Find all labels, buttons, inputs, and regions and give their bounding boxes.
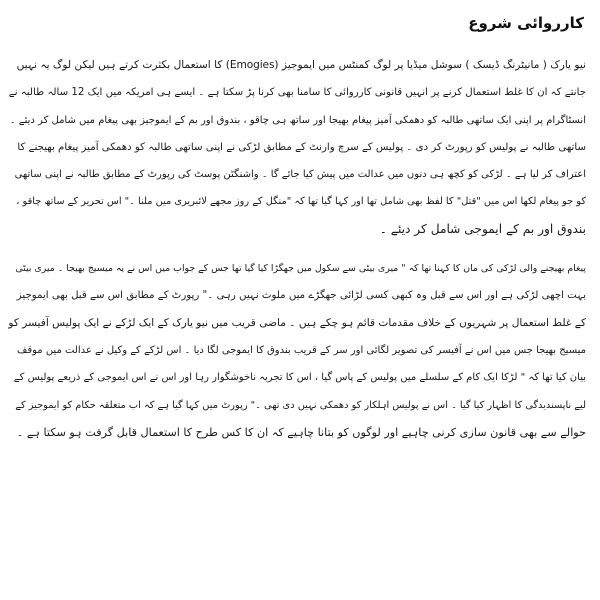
text-line: حوالے سے بھی قانون سازی کرنی چاہیے اور لوگوں کو بتانا چاہیے کہ ان کا کس طرح کا استعمال قابل گرفت ہو سکتا ہے ۔ [16, 425, 586, 439]
text-line: کو جو پیغام لکھا اس میں "قتل" کا لفظ بھی شامل تھا اور کہا گیا تھا کہ "منگل کے روز مجھے لائبریری میں ملنا ۔" اس تحریر کے ساتھ چاقو ، [16, 196, 586, 208]
text-line: انسٹاگرام پر اپنی ایک ساتھی طالبہ کو دھمکی آمیز پیغام بھیجا اور ساتھ ہی چاقو ، بندوق اور بم کے ایموجیز بھی پیغام میں شامل کر دیئے ۔ [9, 114, 586, 126]
paragraph-2 [8, 255, 586, 446]
section-heading: کارروائی شروع [468, 14, 584, 32]
text-line: جانتے کہ ان کا غلط استعمال کرنے پر انہیں قانونی کارروائی کا سامنا بھی کرنا پڑ سکتا ہے ۔ ایسے ہی امریکہ میں ایک 12 سالہ طالبہ نے [8, 87, 586, 99]
text-line: اعتراف کر لیا ہے ۔ لڑکی کو کچھ ہی دنوں میں عدالت میں پیش کیا جائے گا ۔ واشنگٹن پوسٹ کی رپورٹ کے مطابق طالبہ نے اپنی ساتھی [14, 169, 586, 181]
text-line: ساتھی طالبہ نے پولیس کو رپورٹ کر دی ۔ پولیس کے سرچ وارنٹ کے مطابق لڑکی نے اپنی ساتھی طالبہ کو دھمکی آمیز پیغام بھیجنے کا [17, 141, 586, 153]
text-line: نیو یارک ( مانیٹرنگ ڈیسک ) سوشل میڈیا پر لوگ کمنٹس میں ایموجیز (Emogies) کا استعمال بکثرت کرتے ہیں لیکن لوگ یہ نہیں [16, 59, 586, 71]
text-line: بندوق اور بم کے ایموجی شامل کر دیئے ۔ [379, 221, 586, 236]
text-line: میسیج بھیجا جس میں اس نے آفیسر کی تصویر لگائی اور سر کے قریب بندوق کا ایموجی لگا دیا ۔ اس لڑکے کے وکیل نے عدالت میں موقف [16, 344, 586, 356]
text-line: لیے ناپسندیدگی کا اظہار کیا گیا ۔ اس نے پولیس اہلکار کو دھمکی نہیں دی تھی ۔" رپورٹ میں کہا گیا ہے کہ اب متعلقہ حکام کو ایموجیز کے [15, 399, 586, 411]
text-line: بہت اچھی لڑکی ہے اور اس سے قبل وہ کبھی کسی لڑائی جھگڑے میں ملوث نہیں رہی ۔" رپورٹ کے مطابق اس سے قبل بھی ایموجیز [16, 290, 586, 302]
text-line: کے غلط استعمال پر شہریوں کے خلاف مقدمات قائم ہو چکے ہیں ۔ ماضی قریب میں نیو یارک کے ایک لڑکے نے ایک پولیس آفیسر کو [8, 316, 586, 329]
paragraph-1 [8, 52, 586, 243]
text-line: بیان کیا تھا کہ " لڑکا ایک کام کے سلسلے میں پولیس کے پاس گیا ، اس کا تجربہ ناخوشگوار رہا اور اس نے اس ایموجی کے ذریعے پولیس کے [13, 372, 586, 384]
article-body [8, 52, 586, 458]
text-line: پیغام بھیجنے والی لڑکی کی ماں کا کہنا تھا کہ " میری بیٹی سے سکول میں جھگڑا کیا گیا تھا جس کے جواب میں اس نے یہ میسیج بھیجا ۔ میری بیٹی [15, 263, 586, 275]
previous-text-cutoff [0, 0, 600, 6]
